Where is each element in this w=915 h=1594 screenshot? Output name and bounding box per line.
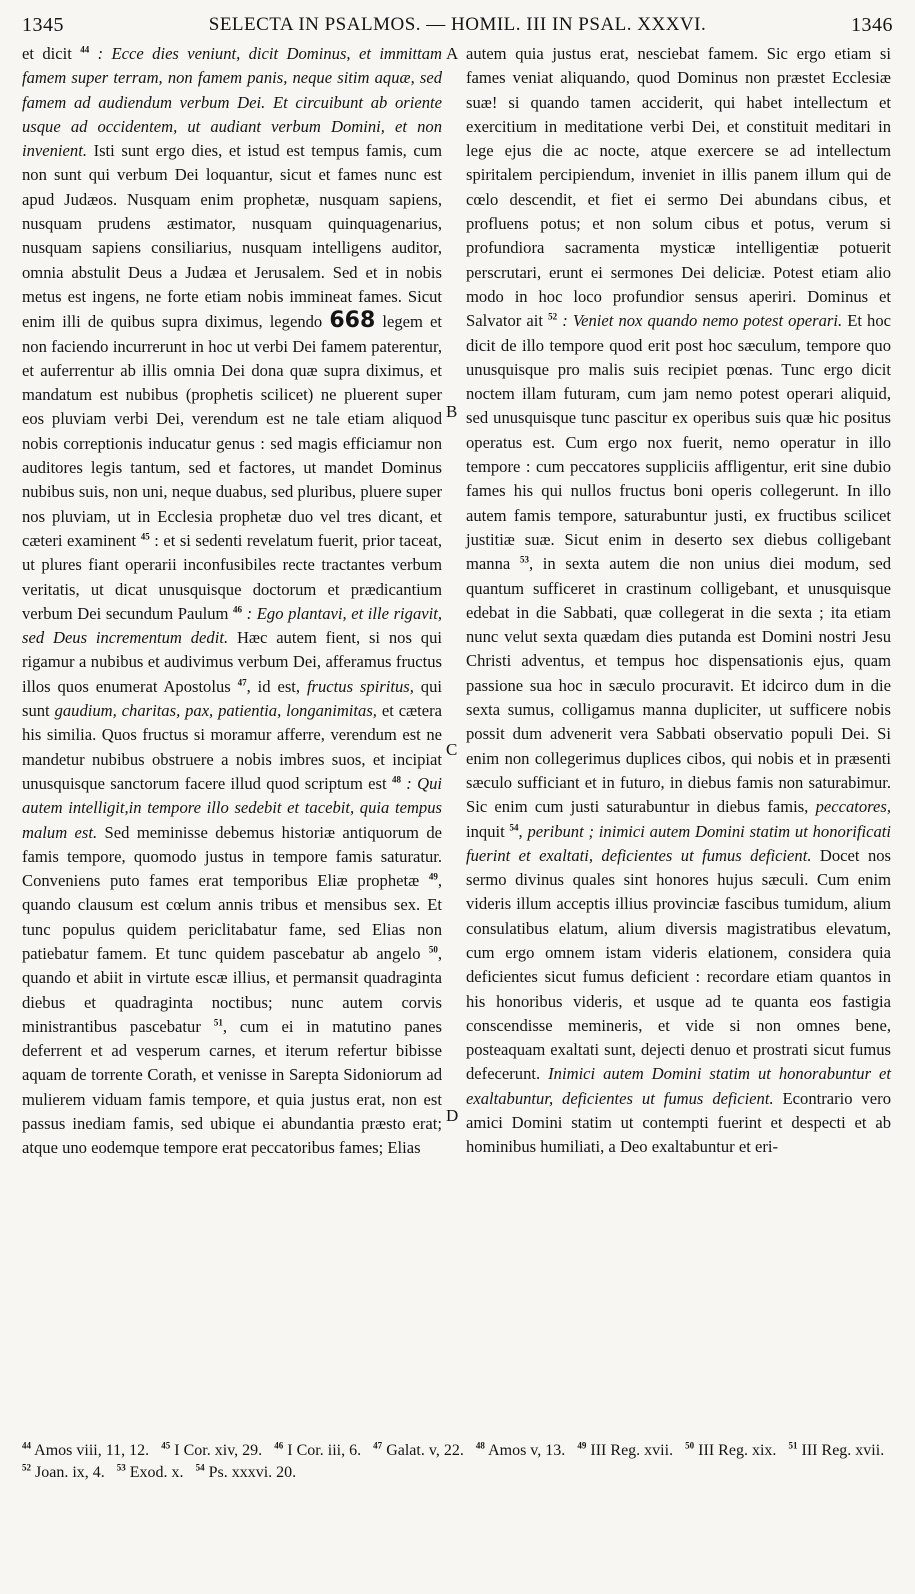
footnote-ref[interactable]: 44 [80,44,90,55]
footnote-ref[interactable]: 50 [428,944,438,955]
footnote: $^{48}$ Amos v, 13. [475,1440,566,1459]
footnote-ref[interactable]: 52 [548,311,558,322]
footnote: $^{45}$ I Cor. xiv, 29. [161,1440,263,1459]
footnote-ref[interactable]: 51 [213,1017,223,1028]
right-column-text: autem quia justus erat, nesciebat famem. Sic ergo etiam si fames veniat aliquando, quod Dominus non præstet Ecclesiæ suæ! si quando tamen acciderit, qui habet intellectum et exercitium in meditatione verbi Dei, et constituit meditari in lege ejus die ac nocte, atque exercere se ad intellectum spiritalem percipiendum, inveniet in illis panem illum qui de cœlo descendit, et fiet ei sermo Dei abundans cibus, et profluens potus; et non solum cibus et potus, verum si profundiora sacramenta mysticæ intelligentiæ potuerit perscrutari, erunt ei sermones Dei deliciæ. Potest etiam alio modo in hoc loco profundior sensus aperiri. Dominus et Salvator ait $^{52}$ : Veniet nox quando nemo potest operari. Et hoc dicit de illo tempore quod erit post hoc sæculum, tempore quo unusquisque pro malis suis recipiet pœnas. Tunc ergo dicit noctem illam futuram, cum jam nemo potest operari aliquid, sed unusquisque tunc pascitur ex operibus suis quæ hic positus operatus est. Cum ergo nox fuerit, nemo operatur in illo tempore : cum peccatores suppliciis affligentur, erit sine dubio fames his qui nullos fructus boni operis collegerunt. In illo autem famis tempore, saturabuntur justi, ex fructibus scilicet justitiæ suæ. Sicut enim in deserto sex diebus colligebant manna $^{53}$, in sexta autem die non unius diei modum, sed quantum sufficeret in crastinum colligebant, et unusquisque edebat in die Sabbati, quæ collegerat in die sexta ; ita etiam nunc velut sexta quædam dies putanda est Domini nostri Jesu Christi adventus, et tempus hoc dispensationis ejus, quam passione sua hoc in sæculo procuravit. Et idcirco dum in die sexta sumus, colligamus manna dupliciter, ut sufficere nobis possit dum advenerit vera Sabbati observatio populi Dei. Si enim non collegerimus duplices cibos, qui nobis et in præsenti sæculo sufficiant et in futuro, in diebus famis non saturabimur. Sic enim cum justi saturabuntur in diebus famis, peccatores, inquit $^{54}$, peribunt ; inimici autem Domini statim ut honorificati fuerint et exaltati, deficientes ut fumus deficient. Docet nos sermo divinus quales sint honores hujus sæculi. Cum enim videris illum acceptis illius provinciæ fascibus tumidum, alium consulatibus elatum, alium diversis magistratibus elevatum, cum ergo omnem istam videris elationem, considera quia deficientes sicut fumus deficient : recordare etiam quantos in his honoribus videris, et usque ad te quanta eos fastigia conscendisse memineris, et vide si non omnes bene, posteaquam exaltati sunt, dejecti denuo et prostrati sicut fumus defecerunt. Inimici autem Domini statim ut honorabuntur et exaltabuntur, deficientes ut fumus deficient. Econtrario vero amici Domini statim ut contempti fuerint et despecti et ab hominibus humiliati, a Deo exaltabuntur et eri- [466,44,892,1157]
margin-letter-a: A [446,44,459,63]
footnote: $^{44}$ Amos viii, 11, 12. [22,1440,150,1459]
footnote: $^{54}$ Ps. xxxvi. 20. [195,1462,297,1481]
margin-letter-b: B [446,402,458,421]
footnote-ref[interactable]: 45 [140,531,150,542]
left-column-text: et dicit $^{44}$ : Ecce dies veniunt, dicit Dominus, et immittam famem super terram, non famem panis, neque sitim aquæ, sed famem ad audiendum verbum Dei. Et circuibunt ab oriente usque ad occidentem, ut audiant verbum Domini, et non invenient. Isti sunt ergo dies, et istud est tempus famis, cum non sunt qui verbum Dei loquantur, sicut et fames nunc est apud Judæos. Nusquam enim prophetæ, nusquam sapiens, nusquam prudens æstimator, nusquam quinquagenarius, nusquam sapiens consiliarius, nusquam intelligens auditor, omnia abstulit Deus a Judæa et Jerusalem. Sed et in nobis metus est ingens, ne forte etiam nobis immineat fames. Sicut enim illi de quibus supra diximus, legendo 668 legem et non faciendo incurrerunt in hoc ut verbi Dei famem paterentur, et auferrentur ab illis omnia Dei dona quæ supra diximus, et mandatum est nubibus (prophetis scilicet) ne pluerent super eos pluviam verbi Dei, verendum est ne tale etiam aliquod nobis correptionis inducatur genus : sed magis efficiamur non auditores legis tantum, sed et factores, ut mandet Dominus nubibus suis, non uni, neque duabus, sed pluribus, pluere super nos pluviam, ut in Ecclesia prophetæ duo vel tres dicant, et cæteri examinent $^{45}$ : et si sedenti revelatum fuerit, prior taceat, ut plures fiant operarii inconfusibiles recte tractantes verbum veritatis, ut dicat unusquisque doctorum et prædicantium verbum Dei secundum Paulum $^{46}$ : Ego plantavi, et ille rigavit, sed Deus incrementum dedit. Hæc autem fient, si nos qui rigamur a nubibus et audivimus verbum Dei, afferamus fructus illos quos enumerat Apostolus $^{47}$, id est, fructus spiritus, qui sunt gaudium, charitas, pax, patientia, longanimitas, et cætera his similia. Quos fructus si moramur afferre, verendum est ne mandetur nubibus obstruere a nobis imbres suos, et incipiat unusquisque sanctorum facere illud quod scriptum est $^{48}$ : Qui autem intelligit,in tempore illo sedebit et tacebit, quia tempus malum est. Sed meminisse debemus historiæ antiquorum de famis tempore, quomodo justus in tempore famis saturatur. Conveniens puto fames erat temporibus Eliæ prophetæ $^{49}$, quando clausum est cœlum annis tribus et mensibus sex. Et tunc populus quidem periclitabatur fame, sed Elias non patiebatur famem. Et tunc quidem pascebatur ab angelo $^{50}$, quando et abiit in virtute escæ illius, et permansit quadraginta diebus et quadraginta noctibus; nunc autem corvis ministrantibus pascebatur $^{51}$, cum ei in matutino panes deferrent et ad vesperum carnes, et iterum refertur bibisse aquam de torrente Corath, et venisse in Sarepta Sidoniorum ad mulierem viduam famis tempore, et quia justus erat, non est passus inediam famis, sed ubique ei abundantia præsto erat; atque uno eodemque tempore erat peccatoribus fames; Elias [22,44,443,1158]
footnote: $^{49}$ III Reg. xvii. [577,1440,674,1459]
footnote-ref[interactable]: 53 [519,554,529,565]
margin-letter-d: D [446,1106,459,1125]
left-column [22,42,442,1161]
footnote-ref[interactable]: 47 [237,677,247,688]
footnote: $^{47}$ Galat. v, 22. [373,1440,464,1459]
running-header [22,10,893,40]
page-number-left: 1345 [22,13,64,36]
footnote: $^{50}$ III Reg. xix. [685,1440,777,1459]
footnote-ref[interactable]: 48 [391,774,401,785]
footnote: $^{52}$ Joan. ix, 4. [22,1462,105,1481]
right-column [466,42,891,1160]
footnote-ref[interactable]: 49 [428,871,438,882]
column-number-marker: 668 [329,308,376,334]
footnote: $^{46}$ I Cor. iii, 6. [274,1440,362,1459]
page-number-right: 1346 [850,13,893,36]
footnotes [22,1440,892,1484]
margin-letter-c: C [446,740,458,759]
footnote: $^{53}$ Exod. x. [116,1462,184,1481]
footnote: $^{51}$ III Reg. xvii. [788,1440,885,1459]
footnote-ref[interactable]: 54 [509,821,519,832]
running-title: SELECTA IN PSALMOS. — HOMIL. III IN PSAL. XXXVI. [208,14,707,35]
footnote-ref[interactable]: 46 [233,604,243,615]
